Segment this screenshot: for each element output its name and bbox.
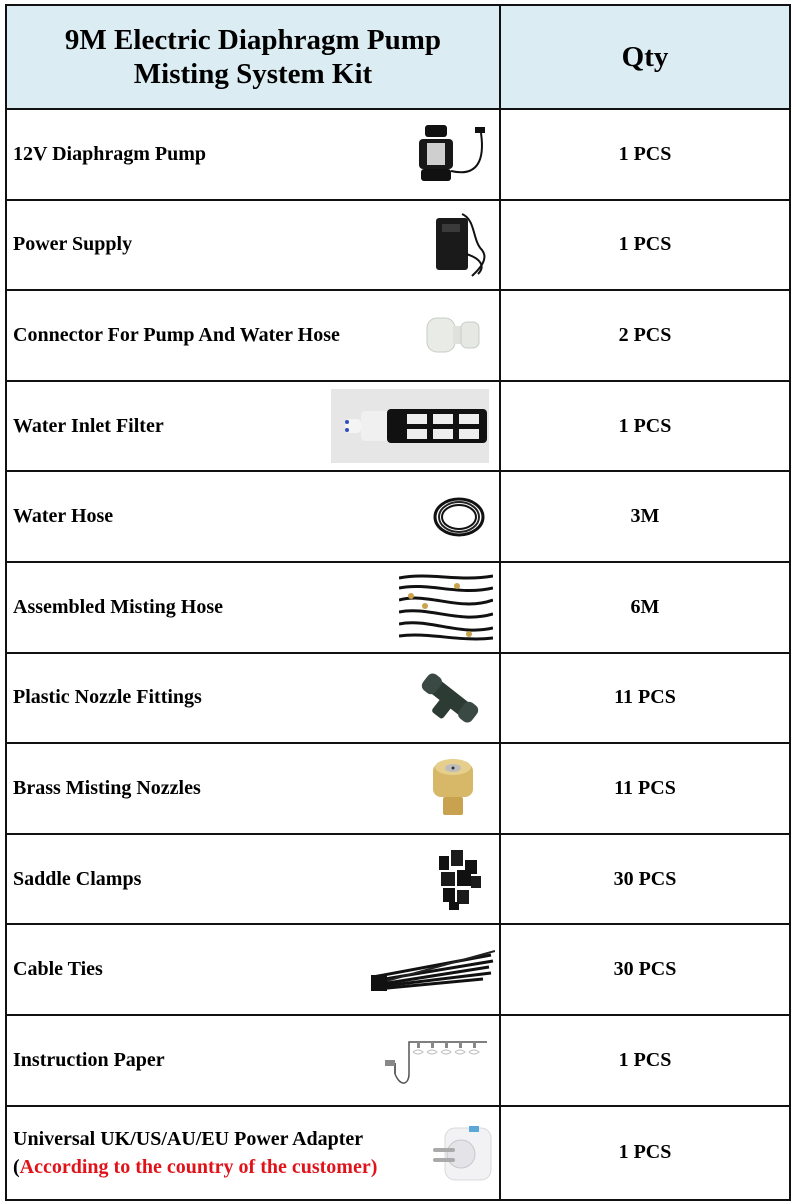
cable-ties-icon [371,947,495,993]
item-name: Brass Misting Nozzles [13,776,201,799]
item-note: (According to the country of the customer) [13,1155,378,1178]
table-row [7,654,789,745]
item-note-text: According to the country of the customer) [19,1155,378,1178]
table-row [7,835,789,926]
power-adapter-icon [431,1122,495,1184]
item-qty: 1 PCS [618,233,672,256]
header-title-cell [7,6,501,108]
item-name: Power Supply [13,233,133,256]
pump-icon [417,121,497,187]
header-title-line1: 9M Electric Diaphragm Pump [64,24,442,56]
item-name: Saddle Clamps [13,867,142,890]
tee-fitting-icon [417,668,483,728]
table-row [7,1107,789,1199]
item-name: 12V Diaphragm Pump [13,142,206,165]
hose-coil-icon [431,495,487,539]
item-name: Assembled Misting Hose [13,595,223,618]
item-name: Plastic Nozzle Fittings [13,686,202,709]
item-qty: 11 PCS [614,686,676,709]
item-name: Connector For Pump And Water Hose [13,323,340,346]
connector-icon [425,314,485,356]
power-supply-icon [432,210,497,280]
item-name: Universal UK/US/AU/EU Power Adapter [13,1127,364,1150]
table-row [7,1016,789,1107]
item-qty: 30 PCS [613,867,677,890]
table-header [7,6,789,110]
item-qty: 2 PCS [618,323,672,346]
item-name: Water Hose [13,505,114,528]
filter-icon [331,389,489,463]
header-qty: Qty [621,40,669,73]
item-qty: 1 PCS [618,1141,672,1164]
table-row [7,201,789,292]
item-qty: 30 PCS [613,958,677,981]
item-qty: 3M [630,505,660,528]
item-qty: 1 PCS [618,414,672,437]
misting-hose-icon [399,572,493,642]
item-name: Instruction Paper [13,1048,165,1071]
table-row [7,291,789,382]
item-qty: 6M [630,595,660,618]
table-row [7,925,789,1016]
item-qty: 1 PCS [618,142,672,165]
table-row [7,382,789,473]
item-qty: 11 PCS [614,776,676,799]
kit-contents-table [5,4,791,1201]
header-title-line2: Misting System Kit [133,58,373,90]
table-row [7,472,789,563]
table-row [7,110,789,201]
brass-nozzle-icon [431,757,475,819]
item-name: Water Inlet Filter [13,414,164,437]
table-row [7,563,789,654]
item-name: Cable Ties [13,958,103,981]
saddle-clamps-icon [435,846,485,912]
instruction-diagram-icon [381,1030,493,1090]
table-row [7,744,789,835]
item-qty: 1 PCS [618,1048,672,1071]
